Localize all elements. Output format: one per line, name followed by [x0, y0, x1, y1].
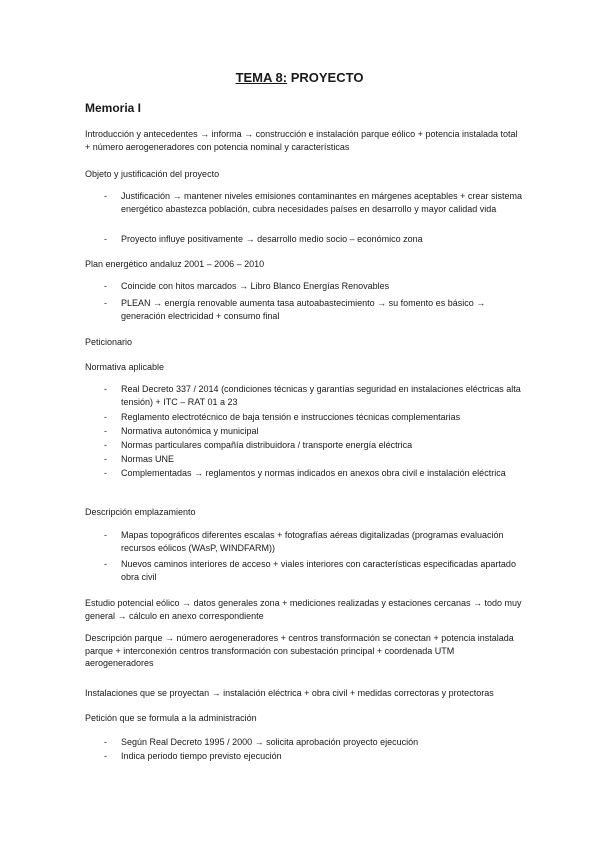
- list-item-text: Normas UNE: [121, 454, 175, 464]
- list-item: [104, 383, 526, 408]
- normativa-heading: Normativa aplicable: [85, 362, 165, 372]
- list-item: [104, 467, 526, 480]
- bullet-dash: -: [104, 281, 107, 291]
- bullet-dash: -: [104, 234, 107, 244]
- descripcion-parque-paragraph: Descripción parque → número aerogeneradores + centros transformación se conectan + potencia instalada parque + interconexión centros transformación con subestación principal + coordenada UTM aerogeneradores: [85, 633, 514, 668]
- page-title: [0, 70, 599, 85]
- bullet-dash: -: [104, 298, 107, 308]
- emplazamiento-heading: Descripción emplazamiento: [85, 507, 196, 517]
- list-item-text: Nuevos caminos interiores de acceso + viales interiores con características especificadas apartado obra civil: [121, 559, 516, 582]
- section-heading: Memoria I: [85, 101, 142, 115]
- estudio-paragraph: Estudio potencial eólico → datos generales zona + mediciones realizadas y estaciones cercanas → todo muy general → cálculo en anexo correspondiente: [85, 598, 522, 621]
- list-item-text: Reglamento electrotécnico de baja tensión e instrucciones técnicas complementarias: [121, 412, 461, 422]
- list-item: [104, 411, 526, 424]
- list-item: [104, 453, 526, 466]
- list-item: [104, 439, 526, 452]
- list-item-text: Según Real Decreto 1995 / 2000 → solicita aprobación proyecto ejecución: [121, 737, 419, 747]
- list-item: [104, 190, 526, 215]
- list-item-text: Normas particulares compañía distribuidora / transporte energía eléctrica: [121, 440, 413, 450]
- objeto-heading: Objeto y justificación del proyecto: [85, 169, 220, 179]
- list-item-text: Indica periodo tiempo previsto ejecución: [121, 751, 282, 761]
- list-item: [104, 233, 526, 246]
- list-item-text: PLEAN → energía renovable aumenta tasa autoabastecimiento → su fomento es básico → generación electricidad + consumo final: [121, 298, 486, 321]
- peticion-heading: Petición que se formula a la administración: [85, 713, 257, 723]
- list-item-text: Real Decreto 337 / 2014 (condiciones técnicas y garantías seguridad en instalaciones eléctricas alta tensión) + ITC – RAT 01 a 23: [121, 384, 521, 407]
- list-item: [104, 529, 526, 554]
- list-item: [104, 558, 526, 583]
- title-prefix: TEMA 8:: [235, 70, 288, 85]
- list-item-text: Mapas topográficos diferentes escalas + fotografías aéreas digitalizadas (programas evaluación recursos eólicos (WAsP, WINDFARM)): [121, 530, 504, 553]
- bullet-dash: -: [104, 530, 107, 540]
- bullet-dash: -: [104, 412, 107, 422]
- list-item-text: Proyecto influye positivamente → desarrollo medio socio – económico zona: [121, 234, 423, 244]
- instalaciones-paragraph: Instalaciones que se proyectan → instalación eléctrica + obra civil + medidas correctoras y protectoras: [85, 688, 494, 698]
- list-item: [104, 425, 526, 438]
- list-item-text: Complementadas → reglamentos y normas indicados en anexos obra civil e instalación eléctrica: [121, 468, 506, 478]
- bullet-dash: -: [104, 384, 107, 394]
- list-item: [104, 736, 526, 749]
- list-item-text: Justificación → mantener niveles emisiones contaminantes en márgenes aceptables + crear sistema energético abastezca población, cubra necesidades países en desarrollo y mayor calidad vida: [121, 191, 522, 214]
- bullet-dash: -: [104, 191, 107, 201]
- bullet-dash: -: [104, 751, 107, 761]
- intro-paragraph: Introducción y antecedentes → informa → construcción e instalación parque eólico + potencia instalada total + número aerogeneradores con potencia nominal y características: [85, 129, 518, 152]
- list-item-text: Normativa autonómica y municipal: [121, 426, 259, 436]
- list-item: [104, 750, 526, 763]
- bullet-dash: -: [104, 454, 107, 464]
- peticionario-heading: Peticionario: [85, 337, 133, 347]
- title-rest: PROYECTO: [287, 70, 364, 85]
- list-item-text: Coincide con hitos marcados → Libro Blanco Energías Renovables: [121, 281, 390, 291]
- bullet-dash: -: [104, 440, 107, 450]
- list-item: [104, 297, 526, 322]
- bullet-dash: -: [104, 468, 107, 478]
- plan-heading: Plan energético andaluz 2001 – 2006 – 2010: [85, 259, 265, 269]
- bullet-dash: -: [104, 737, 107, 747]
- bullet-dash: -: [104, 426, 107, 436]
- list-item: [104, 280, 526, 293]
- bullet-dash: -: [104, 559, 107, 569]
